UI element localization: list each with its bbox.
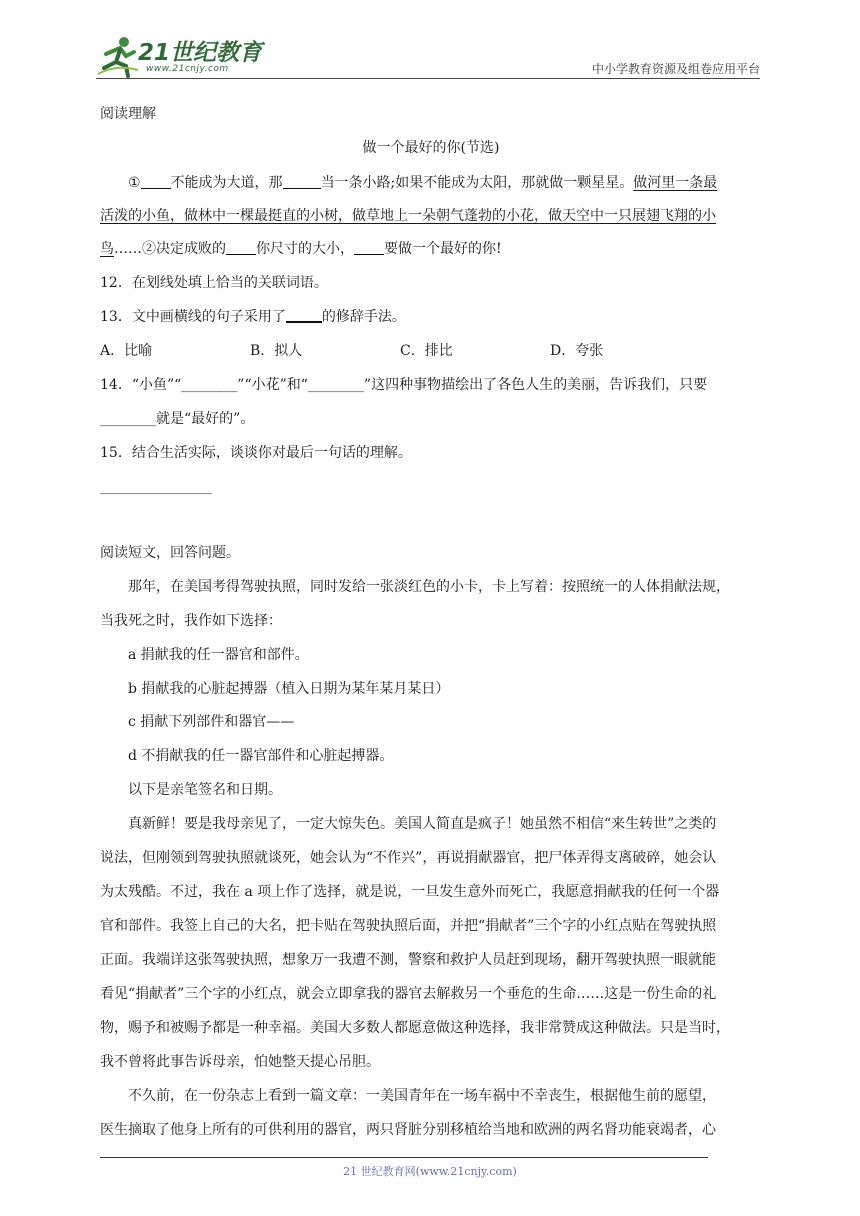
underlined-sentence: 鸟 bbox=[100, 241, 114, 257]
passage-line: d 不捐献我的任一器官部件和心脏起搏器。 bbox=[128, 748, 394, 764]
answer-line[interactable]: ________________ bbox=[100, 479, 212, 495]
passage-line: b 捐献我的心脏起搏器（植入日期为某年某月某日） bbox=[128, 681, 450, 697]
passage-line: 看见“捐献者”三个字的小红点，就会立即拿我的器官去解救另一个垂危的生命……这是一份生命的礼 bbox=[100, 986, 717, 1002]
passage-line: c 捐献下列部件和器官—— bbox=[128, 714, 295, 730]
passage-line: 说法，但刚领到驾驶执照就谈死，她会认为“不作兴”，再说捐献器官，把尸体弄得支离破碎，她会认 bbox=[100, 850, 717, 866]
passage-line: 物，赐予和被赐予都是一种幸福。美国大多数人都愿意做这种选择，我非常赞成这种做法。只是当时， bbox=[100, 1020, 730, 1036]
question-14-cont: ________就是“最好的”。 bbox=[100, 411, 255, 427]
section-label: 阅读理解 bbox=[100, 106, 156, 122]
page-footer: 21 世纪教育网(www.21cnjy.com) bbox=[343, 1165, 517, 1178]
question-12: 12．在划线处填上恰当的关联词语。 bbox=[100, 275, 328, 291]
underlined-sentence: 活泼的小鱼，做林中一棵最挺直的小树，做草地上一朵朝气蓬勃的小花，做天空中一只展翅飞翔的小 bbox=[100, 208, 716, 224]
option-c[interactable]: C．排比 bbox=[400, 343, 453, 359]
passage-line: ① 不能成为大道，那 当一条小路;如果不能成为太阳，那就做一颗星星。做河里一条最 bbox=[128, 175, 718, 191]
option-b[interactable]: B．拟人 bbox=[250, 343, 303, 359]
passage-line: 当我死之时，我作如下选择： bbox=[100, 613, 282, 629]
fill-blank[interactable] bbox=[141, 174, 171, 189]
passage-line: 以下是亲笔签名和日期。 bbox=[128, 782, 282, 798]
passage-line: 正面。我端详这张驾驶执照，想象万一我遭不测，警察和救护人员赶到现场，翻开驾驶执照一眼就能 bbox=[100, 952, 716, 968]
page-header bbox=[96, 32, 760, 82]
question-14: 14．“小鱼”“________”“小花”和“________”这四种事物描绘出了各色人生的美丽，告诉我们，只要 bbox=[100, 377, 708, 393]
passage-line: 为太残酷。不过，我在 a 项上作了选择，就是说，一旦发生意外而死亡，我愿意捐献我的任何一个器 bbox=[100, 884, 720, 900]
underlined-sentence: 做河里一条最 bbox=[633, 175, 718, 191]
passage-line: 医生摘取了他身上所有的可供利用的器官，两只肾脏分别移植给当地和欧洲的两名肾功能衰竭者，心 bbox=[100, 1122, 716, 1138]
passage-line: 不久前，在一份杂志上看到一篇文章：一美国青年在一场车祸中不幸丧生，根据他生前的愿望， bbox=[128, 1088, 716, 1104]
runner-logo-icon bbox=[96, 34, 140, 78]
platform-name: 中小学教育资源及组卷应用平台 bbox=[591, 62, 760, 76]
passage-line: 我不曾将此事告诉母亲，怕她整天提心吊胆。 bbox=[100, 1054, 380, 1070]
footer-divider bbox=[100, 1157, 708, 1158]
question-15: 15．结合生活实际，谈谈你对最后一句话的理解。 bbox=[100, 445, 412, 461]
header-divider bbox=[96, 78, 760, 79]
options-row bbox=[100, 341, 700, 361]
passage-line bbox=[100, 206, 716, 226]
fill-blank[interactable] bbox=[226, 240, 256, 255]
option-d[interactable]: D．夸张 bbox=[550, 343, 604, 359]
passage-title: 做一个最好的你(节选) bbox=[362, 140, 500, 156]
fill-blank[interactable] bbox=[286, 307, 322, 323]
logo-text: 21世纪教育 bbox=[138, 40, 263, 66]
passage-line: 鸟……②决定成败的 你尺寸的大小， 要做一个最好的你! bbox=[100, 241, 502, 257]
fill-blank[interactable] bbox=[354, 240, 384, 255]
fill-blank[interactable] bbox=[283, 174, 321, 189]
site-logo bbox=[96, 34, 266, 78]
section-label: 阅读短文，回答问题。 bbox=[100, 545, 240, 561]
passage-line: 那年，在美国考得驾驶执照，同时发给一张淡红色的小卡，卡上写着：按照统一的人体捐献法规， bbox=[128, 579, 730, 595]
passage-line: a 捐献我的任一器官和部件。 bbox=[128, 647, 309, 663]
option-a[interactable]: A．比喻 bbox=[100, 343, 153, 359]
passage-line: 官和部件。我签上自己的大名，把卡贴在驾驶执照后面，并把“捐献者”三个字的小红点贴在驾驶执照 bbox=[100, 918, 717, 934]
question-13: 13．文中画横线的句子采用了 的修辞手法。 bbox=[100, 309, 406, 325]
logo-url: www.21cnjy.com bbox=[146, 64, 229, 74]
passage-line: 真新鲜！要是我母亲见了，一定大惊失色。美国人简直是疯子！她虽然不相信“来生转世”之类的 bbox=[128, 816, 717, 832]
